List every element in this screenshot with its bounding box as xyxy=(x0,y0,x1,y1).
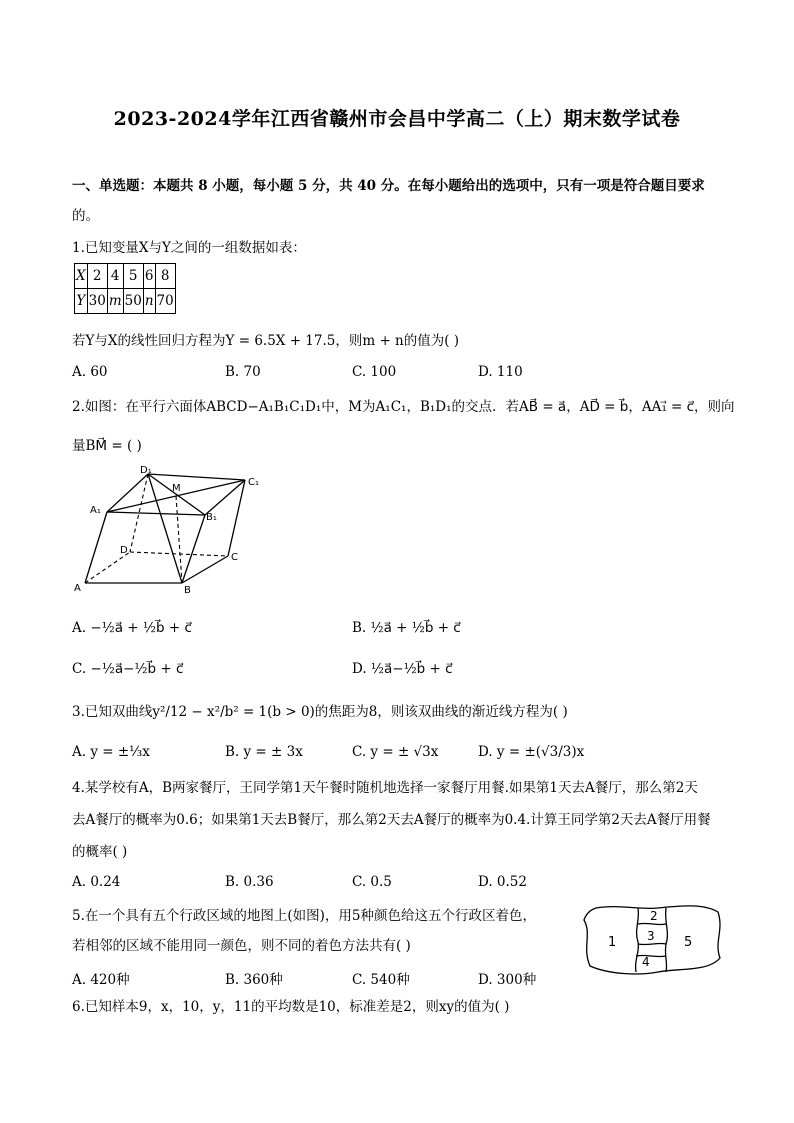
table-cell: 8 xyxy=(155,264,175,289)
q4-stem-cont1: 去A餐厅的概率为0.6；如果第1天去B餐厅，那么第2天去A餐厅的概率为0.4.计算王同学第2天去A餐厅用餐 xyxy=(72,812,711,828)
table-cell: n xyxy=(143,289,155,314)
q4-option-a[interactable]: A. 0.24 xyxy=(72,874,121,890)
q1-option-b[interactable]: B. 70 xyxy=(225,364,261,380)
section-header: 一、单选题：本题共 8 小题，每小题 5 分，共 40 分。在每小题给出的选项中，只有一项是符合题目要求 xyxy=(72,178,705,194)
q5-option-c[interactable]: C. 540种 xyxy=(352,972,410,988)
q1-condition: 若Y与X的线性回归方程为Y = 6.5X + 17.5，则m + n的值为( ) xyxy=(72,333,460,349)
table-cell: 2 xyxy=(87,264,107,289)
q3-option-b[interactable]: B. y = ± 3x xyxy=(225,744,303,760)
region-label-1: 1 xyxy=(608,935,617,950)
q5-option-a[interactable]: A. 420种 xyxy=(72,972,130,988)
region-label-2: 2 xyxy=(650,909,658,923)
table-row xyxy=(75,264,176,289)
table-cell: m xyxy=(107,289,123,314)
q5-stem-cont: 若相邻的区域不能用同一颜色，则不同的着色方法共有( ) xyxy=(72,938,411,954)
q5-stem: 5.在一个具有五个行政区域的地图上(如图)，用5种颜色给这五个行政区着色， xyxy=(72,908,537,924)
q1-stem: 1.已知变量X与Y之间的一组数据如表： xyxy=(72,240,306,256)
region-map-figure xyxy=(578,900,728,982)
region-label-5: 5 xyxy=(684,935,693,950)
table-cell: 6 xyxy=(143,264,155,289)
q2-option-b[interactable]: B. ½a⃗ + ½b⃗ + c⃗ xyxy=(352,620,461,636)
label-c: C xyxy=(231,552,238,563)
q4-stem: 4.某学校有A，B两家餐厅，王同学第1天午餐时随机地选择一家餐厅用餐.如果第1天去A餐厅，那么第2天 xyxy=(72,780,698,796)
q1-option-d[interactable]: D. 110 xyxy=(478,364,523,380)
region-label-4: 4 xyxy=(642,955,650,969)
q1-data-table xyxy=(74,263,176,314)
label-b: B xyxy=(184,585,191,596)
q2-stem-cont: 量BM⃗ = ( ) xyxy=(72,438,142,454)
q1-option-c[interactable]: C. 100 xyxy=(352,364,397,380)
label-m: M xyxy=(172,483,181,494)
q2-option-c[interactable]: C. −½a⃗−½b⃗ + c⃗ xyxy=(72,661,184,677)
table-cell: 30 xyxy=(87,289,107,314)
q4-stem-cont2: 的概率( ) xyxy=(72,844,128,860)
section-header-cont: 的。 xyxy=(72,208,99,224)
parallelepiped-figure xyxy=(70,460,270,600)
q2-option-a[interactable]: A. −½a⃗ + ½b⃗ + c⃗ xyxy=(72,620,192,636)
page-title: 2023-2024学年江西省赣州市会昌中学高二（上）期末数学试卷 xyxy=(113,108,681,130)
region-label-3: 3 xyxy=(647,929,655,943)
table-cell: 4 xyxy=(107,264,123,289)
q3-option-c[interactable]: C. y = ± √3x xyxy=(352,744,439,760)
label-c1: C₁ xyxy=(248,477,259,488)
label-a1: A₁ xyxy=(90,505,101,516)
q5-option-d[interactable]: D. 300种 xyxy=(478,972,537,988)
q4-option-b[interactable]: B. 0.36 xyxy=(225,874,274,890)
q6-stem: 6.已知样本9，x，10，y，11的平均数是10，标准差是2，则xy的值为( ) xyxy=(72,999,510,1015)
q4-option-c[interactable]: C. 0.5 xyxy=(352,874,392,890)
q1-option-a[interactable]: A. 60 xyxy=(72,364,108,380)
q3-option-d[interactable]: D. y = ±(√3/3)x xyxy=(478,744,585,760)
table-cell: 50 xyxy=(123,289,143,314)
table-cell: 70 xyxy=(155,289,175,314)
q2-stem: 2.如图：在平行六面体ABCD−A₁B₁C₁D₁中，M为A₁C₁，B₁D₁的交点．若AB⃗ = a⃗，AD⃗ = b⃗，AA₁⃗ = c⃗，则向 xyxy=(72,399,735,415)
q5-option-b[interactable]: B. 360种 xyxy=(225,972,283,988)
table-cell: 5 xyxy=(123,264,143,289)
label-d: D xyxy=(120,545,128,556)
table-row xyxy=(75,289,176,314)
table-cell: X xyxy=(75,264,88,289)
q3-option-a[interactable]: A. y = ±⅓x xyxy=(72,744,150,760)
q2-option-d[interactable]: D. ½a⃗−½b⃗ + c⃗ xyxy=(352,661,453,677)
label-b1: B₁ xyxy=(206,512,217,523)
label-a: A xyxy=(74,583,81,594)
table-cell: Y xyxy=(75,289,88,314)
q4-option-d[interactable]: D. 0.52 xyxy=(478,874,527,890)
q3-stem: 3.已知双曲线y²/12 − x²/b² = 1(b > 0)的焦距为8，则该双曲线的渐近线方程为( ) xyxy=(72,704,568,720)
label-d1: D₁ xyxy=(140,465,152,476)
